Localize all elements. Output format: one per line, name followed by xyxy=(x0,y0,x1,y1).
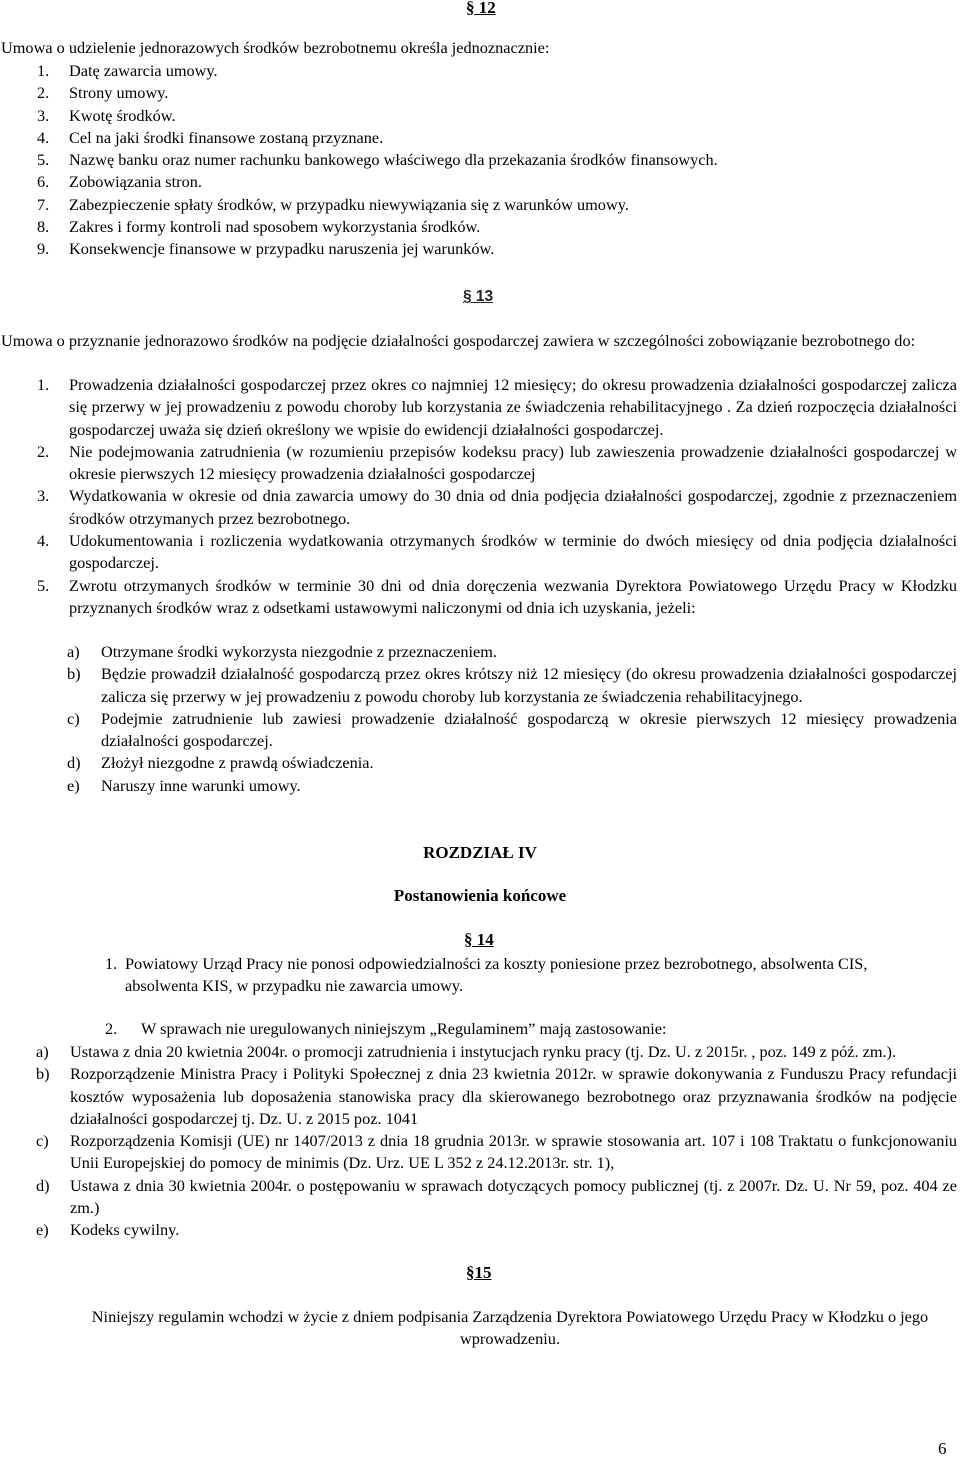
list-item: 4. Udokumentowania i rozliczenia wydatkowania otrzymanych środków w terminie do dwóch miesięcy od dnia podjęcia działalności gospodarczej. xyxy=(37,531,957,573)
section-12-intro: Umowa o udzielenie jednorazowych środków bezrobotnemu określa jednoznacznie: xyxy=(1,38,550,57)
list-item: c) Podejmie zatrudnienie lub zawiesi prowadzenie działalność gospodarczą w okresie pierwszych 12 miesięcy prowadzenia działalności gospodarczej. xyxy=(67,708,957,751)
chapter-subtitle: Postanowienia końcowe xyxy=(393,886,567,905)
list-item: 1. Datę zawarcia umowy. xyxy=(37,61,218,80)
list-item: 5. Zwrotu otrzymanych środków w terminie 30 dni od dnia doręczenia wezwania Dyrektora Powiatowego Urzędu Pracy w Kłodzku przyznanych środków wraz z odsetkami ustawowymi naliczonymi od dnia ich uzyskania, jeżeli: xyxy=(37,575,957,617)
list-item: 1. Prowadzenia działalności gospodarczej przez okres co najmniej 12 miesięcy; do okresu prowadzenia działalności gospodarczej zalicza się przerwy w jej prowadzeniu z powodu choroby lub korzystania ze świadczenia rehabilitacyjnego . Za dzień rozpoczęcia działalności gospodarczej uważa się dzień określony we wpisie do ewidencji działalności gospodarczej. xyxy=(37,375,957,439)
paragraph-number: 1. xyxy=(105,954,118,973)
page-number: 6 xyxy=(938,1439,947,1458)
list-item: 2. Strony umowy. xyxy=(37,83,169,103)
section-15-text: Niniejszy regulamin wchodzi w życie z dniem podpisania Zarządzenia Dyrektora Powiatowego Urzędu Pracy w Kłodzku o jego wprowadzeniu. xyxy=(91,1307,929,1349)
section-14-paragraph-1 xyxy=(105,953,905,998)
list-item: 8. Zakres i formy kontroli nad sposobem wykorzystania środków. xyxy=(37,217,481,237)
paragraph-text: Powiatowy Urząd Pracy nie ponosi odpowiedzialności za koszty poniesione przez bezrobotnego, absolwenta CIS, absolwenta KIS, w przypadku nie zawarcia umowy. xyxy=(125,954,868,996)
list-item: 7. Zabezpieczenie spłaty środków, w przypadku niewywiązania się z warunków umowy. xyxy=(37,194,629,214)
list-item: 3. Kwotę środków. xyxy=(37,105,176,125)
list-item: d) Złożył niezgodne z prawdą oświadczenia. xyxy=(67,753,374,773)
section-12-heading: § 12 xyxy=(466,0,496,17)
list-item: a) Otrzymane środki wykorzysta niezgodnie z przeznaczeniem. xyxy=(67,642,498,661)
section-13-heading: § 13 xyxy=(463,288,494,305)
section-13-list xyxy=(37,374,957,619)
section-15-heading: §15 xyxy=(466,1263,492,1282)
list-item: 2. Nie podejmowania zatrudnienia (w rozumieniu przepisów kodeksu pracy) lub zawieszenia prowadzenie działalności gospodarczej w okresie pierwszych 12 miesięcy prowadzenia działalności gospodarczej xyxy=(37,441,957,484)
paragraph-text: W sprawach nie uregulowanych niniejszym „Regulaminem” mają zastosowanie: xyxy=(141,1019,667,1038)
section-13-intro: Umowa o przyznanie jednorazowo środków na podjęcie działalności gospodarczej zawiera w szczególności zobowiązanie bezrobotnego do: xyxy=(1,331,916,350)
list-item: e) Kodeks cywilny. xyxy=(36,1220,180,1240)
section-14-list xyxy=(36,1041,957,1242)
list-item: 9. Konsekwencje finansowe w przypadku naruszenia jej warunków. xyxy=(37,239,495,259)
paragraph-number: 2. xyxy=(105,1019,118,1038)
list-item: b) Rozporządzenie Ministra Pracy i Polityki Społecznej z dnia 23 kwietnia 2012r. w sprawie dokonywania z Funduszu Pracy refundacji kosztów wyposażenia lub doposażenia stanowiska pracy dla skierowanego bezrobotnego oraz przyznawania środków na podjęcie działalności gospodarczej tj. Dz. U. z 2015 poz. 1041 xyxy=(36,1064,957,1128)
list-item: c) Rozporządzenia Komisji (UE) nr 1407/2013 z dnia 18 grudnia 2013r. w sprawie stosowania art. 107 i 108 Traktatu o funkcjonowaniu Unii Europejskiej do pomocy de minimis (Dz. Urz. UE L 352 z 24.12.2013r. str. 1), xyxy=(36,1131,957,1173)
section-13-sublist xyxy=(67,641,957,797)
list-item: d) Ustawa z dnia 30 kwietnia 2004r. o postępowaniu w sprawach dotyczących pomocy publicznej (tj. z 2007r. Dz. U. Nr 59, poz. 404 ze zm.) xyxy=(36,1175,957,1218)
list-item: 5. Nazwę banku oraz numer rachunku bankowego właściwego dla przekazania środków finansowych. xyxy=(37,150,718,170)
list-item: e) Naruszy inne warunki umowy. xyxy=(67,775,301,795)
chapter-title: ROZDZIAŁ IV xyxy=(423,843,537,862)
list-item: 3. Wydatkowania w okresie od dnia zawarcia umowy do 30 dnia od dnia podjęcia działalności gospodarczej, zgodnie z przeznaczeniem środków otrzymanych przez bezrobotnego. xyxy=(37,486,957,528)
list-item: 4. Cel na jaki środki finansowe zostaną przyznane. xyxy=(37,127,384,147)
list-item: b) Będzie prowadził działalność gospodarczą przez okres krótszy niż 12 miesięcy (do okresu prowadzenia działalności gospodarczej zalicza się przerwy w jej prowadzeniu z powodu choroby lub korzystania ze świadczenia rehabilitacyjnego. xyxy=(67,664,957,706)
section-14-heading: § 14 xyxy=(464,930,494,949)
list-item: a) Ustawa z dnia 20 kwietnia 2004r. o promocji zatrudnienia i instytucjach rynku pracy (tj. Dz. U. z 2015r. , poz. 149 z póź. zm.). xyxy=(36,1042,897,1061)
list-item: 6. Zobowiązania stron. xyxy=(37,172,202,192)
section-12-list xyxy=(37,60,937,261)
section-14-paragraph-2 xyxy=(105,1018,905,1040)
